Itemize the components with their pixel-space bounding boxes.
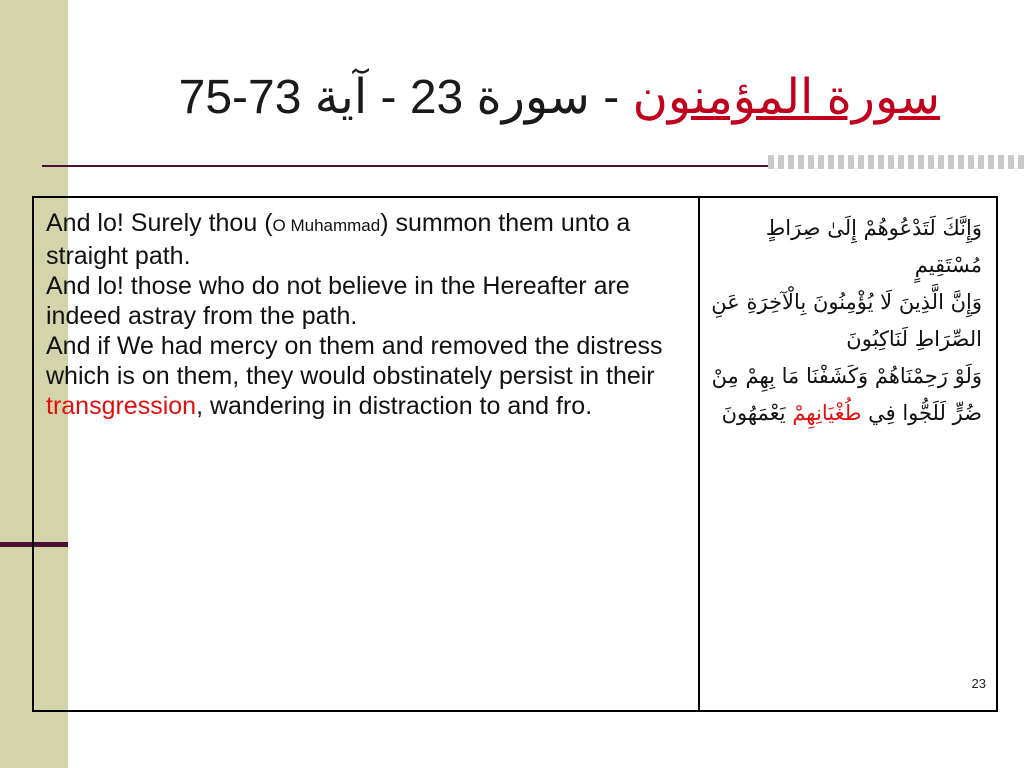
title-verse-ref: - سورة 23 - آية 73-75 (178, 71, 633, 124)
arabic-verse-73: وَإِنَّكَ لَتَدْعُوهُمْ إِلَىٰ صِرَاطٍ مُسْتَقِيمٍ (765, 216, 982, 277)
arabic-text-cell (700, 198, 996, 710)
arabic-verse-74: وَإِنَّ الَّذِينَ لَا يُؤْمِنُونَ بِالْآخِرَةِ عَنِ الصِّرَاطِ لَنَاكِبُونَ (711, 290, 982, 351)
translation-table (32, 196, 998, 712)
highlighted-word: transgression (46, 392, 197, 420)
slide-title (90, 58, 940, 138)
english-verse-74: And lo! those who do not believe in the Hereafter are indeed astray from the path. (46, 272, 630, 330)
arabic-verse-75: وَلَوْ رَحِمْنَاهُمْ وَكَشَفْنَا مَا بِهِمْ مِنْ ضُرٍّ لَلَجُّوا فِي طُغْيَانِهِمْ يَعْمَهُونَ (711, 364, 982, 425)
english-translation-cell (34, 198, 700, 710)
title-divider-accent (768, 155, 1024, 169)
highlighted-arabic-word: طُغْيَانِهِمْ (792, 401, 862, 425)
english-verse-75: And if We had mercy on them and removed the distress which is on them, they would obstinately persist in their transgression, wandering in distraction to and fro. (46, 332, 663, 420)
parenthetical-note: O Muhammad (272, 216, 381, 235)
surah-link[interactable]: سورة المؤمنون (632, 71, 940, 124)
english-verse-73: And lo! Surely thou (O Muhammad) summon them unto a straight path. (46, 209, 631, 270)
slide-number: 23 (971, 676, 986, 691)
